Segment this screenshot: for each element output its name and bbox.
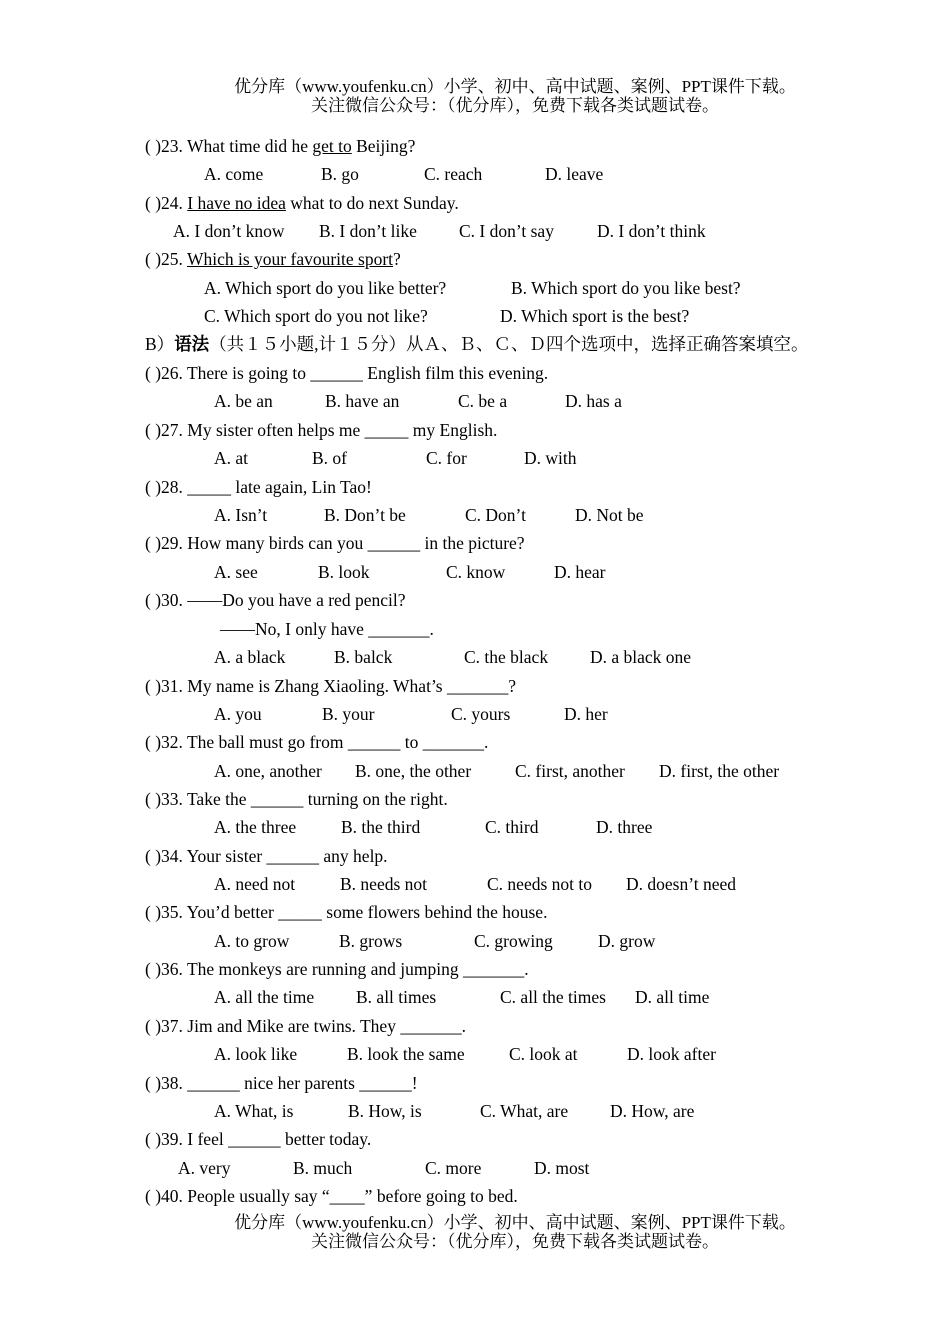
q31-option-c: C. yours [451,704,511,724]
page-header [0,77,950,115]
question-27: ( )27. My sister often helps me _____ my English. [145,420,498,440]
q32-option-d: D. first, the other [659,761,780,781]
q24-option-b: B. I don’t like [319,221,417,241]
page-footer [0,1213,950,1251]
header-line-1: 优分库（www.youfenku.cn）小学、初中、高中试题、案例、PPT课件下载。 [234,77,796,96]
q29-option-c: C. know [446,562,506,582]
q34-option-b: B. needs not [340,874,428,894]
q24-stem-start: ( )24. [145,193,188,213]
q38-option-c: C. What, are [480,1101,569,1121]
q24-stem-end: what to do next Sunday. [285,193,459,213]
q23-option-b: B. go [321,164,359,184]
question-25 [145,248,401,270]
q29-option-b: B. look [318,562,370,582]
q26-option-c: C. be a [458,391,508,411]
question-32: ( )32. The ball must go from ______ to _______. [145,732,489,752]
q38-option-a: A. What, is [214,1101,294,1121]
q37-option-a: A. look like [214,1044,298,1064]
q31-option-b: B. your [322,704,375,724]
q39-option-b: B. much [293,1158,353,1178]
section-b-instructions: （共１５小题,计１５分）从Ａ、Ｂ、Ｃ、Ｄ四个选项中，选择正确答案填空。 [209,334,809,354]
question-28: ( )28. _____ late again, Lin Tao! [145,477,372,497]
question-37: ( )37. Jim and Mike are twins. They _______. [145,1016,466,1036]
question-36: ( )36. The monkeys are running and jumping _______. [145,959,529,979]
q37-option-d: D. look after [627,1044,716,1064]
q32-option-c: C. first, another [515,761,625,781]
q38-option-d: D. How, are [610,1101,695,1121]
q24-option-d: D. I don’t think [597,221,706,241]
q33-option-a: A. the three [214,817,297,837]
q27-option-d: D. with [524,448,577,468]
q33-option-b: B. the third [341,817,421,837]
question-35: ( )35. You’d better _____ some flowers behind the house. [145,902,548,922]
q35-option-c: C. growing [474,931,553,951]
q29-option-a: A. see [214,562,258,582]
question-30: ( )30. ——Do you have a red pencil? [145,590,406,610]
q37-option-c: C. look at [509,1044,578,1064]
q25-option-a: A. Which sport do you like better? [204,278,447,298]
q39-option-a: A. very [178,1158,231,1178]
q34-option-c: C. needs not to [487,874,592,894]
question-39: ( )39. I feel ______ better today. [145,1129,372,1149]
question-33: ( )33. Take the ______ turning on the right. [145,789,448,809]
q25-option-b: B. Which sport do you like best? [511,278,741,298]
q33-option-c: C. third [485,817,539,837]
q23-option-a: A. come [204,164,264,184]
q28-option-a: A. Isn’t [214,505,268,525]
q27-option-b: B. of [312,448,347,468]
q35-option-a: A. to grow [214,931,290,951]
q25-option-c: C. Which sport do you not like? [204,306,428,326]
q30-option-b: B. balck [334,647,393,667]
q36-option-c: C. all the times [500,987,606,1007]
question-30-reply: ——No, I only have _______. [220,619,434,639]
q26-option-a: A. be an [214,391,273,411]
q37-option-b: B. look the same [347,1044,465,1064]
q23-underlined: get to [312,136,352,156]
q31-option-a: A. you [214,704,262,724]
q25-underlined: Which is your favourite sport [186,249,394,269]
q36-option-a: A. all the time [214,987,315,1007]
q27-option-c: C. for [426,448,467,468]
q25-stem-start: ( )25. [145,249,187,269]
q30-option-d: D. a black one [590,647,692,667]
q25-option-d: D. Which sport is the best? [500,306,690,326]
footer-line-2: 关注微信公众号：（优分库），免费下载各类试题试卷。 [311,1232,719,1251]
q30-option-c: C. the black [464,647,549,667]
q33-option-d: D. three [596,817,653,837]
q39-option-c: C. more [425,1158,482,1178]
section-b-heading [145,333,809,355]
q26-option-b: B. have an [325,391,400,411]
q35-option-d: D. grow [598,931,656,951]
question-26: ( )26. There is going to ______ English film this evening. [145,363,549,383]
footer-line-1: 优分库（www.youfenku.cn）小学、初中、高中试题、案例、PPT课件下载。 [234,1213,796,1232]
q27-option-a: A. at [214,448,249,468]
q34-option-a: A. need not [214,874,296,894]
q28-option-d: D. Not be [575,505,644,525]
question-40: ( )40. People usually say “____” before going to bed. [145,1186,518,1206]
section-b-prefix: B） [145,334,175,354]
q24-option-a: A. I don’t know [173,221,285,241]
q36-option-b: B. all times [356,987,437,1007]
q31-option-d: D. her [564,704,608,724]
header-line-2: 关注微信公众号：（优分库），免费下载各类试题试卷。 [311,96,719,115]
q24-underlined: I have no idea [187,193,286,213]
q28-option-c: C. Don’t [465,505,526,525]
q29-option-d: D. hear [554,562,606,582]
q35-option-b: B. grows [339,931,403,951]
q32-option-a: A. one, another [214,761,322,781]
q28-option-b: B. Don’t be [324,505,406,525]
question-34: ( )34. Your sister ______ any help. [145,846,388,866]
q26-option-d: D. has a [565,391,622,411]
q23-option-c: C. reach [424,164,483,184]
q23-option-d: D. leave [545,164,604,184]
q39-option-d: D. most [534,1158,590,1178]
q34-option-d: D. doesn’t need [626,874,736,894]
question-24 [145,192,459,214]
question-29: ( )29. How many birds can you ______ in the picture? [145,533,525,553]
question-23 [145,135,415,157]
q24-option-c: C. I don’t say [459,221,554,241]
question-38: ( )38. ______ nice her parents ______! [145,1073,418,1093]
q38-option-b: B. How, is [348,1101,422,1121]
question-31: ( )31. My name is Zhang Xiaoling. What’s _______? [145,676,517,696]
q36-option-d: D. all time [635,987,710,1007]
q23-stem-end: Beijing? [351,136,416,156]
q25-stem-end: ? [393,249,401,269]
q23-stem-start: ( )23. What time did he [145,136,313,156]
q30-option-a: A. a black [214,647,286,667]
q32-option-b: B. one, the other [355,761,472,781]
section-b-title: 语法 [174,334,210,354]
